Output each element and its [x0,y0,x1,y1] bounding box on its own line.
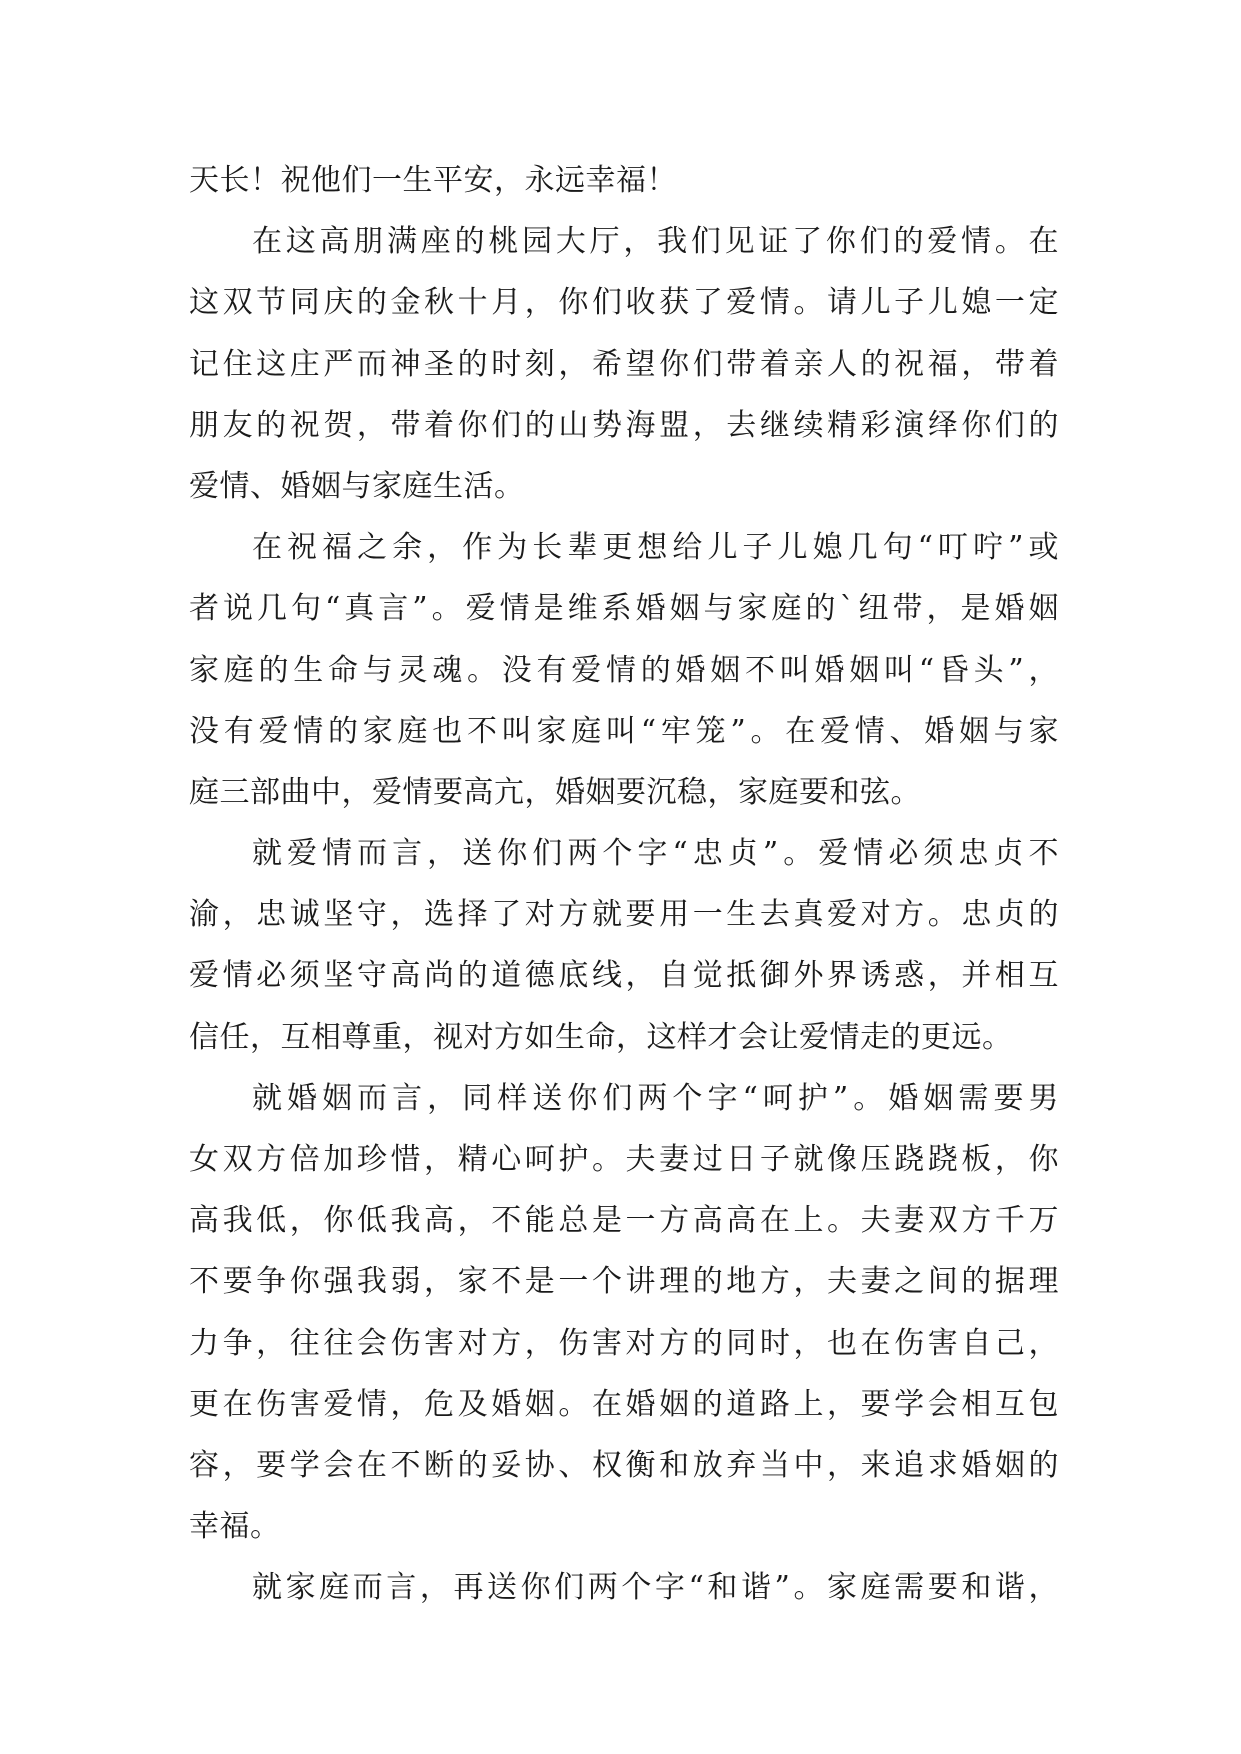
paragraph-first-line: 就家庭而言，再送你们两个字“和谐”。家庭需要和谐， [252,1570,1059,1606]
text-line: 没有爱情的家庭也不叫家庭叫“牢笼”。在爱情、婚姻与家 [189,713,1059,749]
text-line: 高我低，你低我高，不能总是一方高高在上。夫妻双方千万 [189,1203,1059,1239]
paragraph-first-line: 就爱情而言，送你们两个字“忠贞”。爱情必须忠贞不 [252,836,1059,872]
text-line: 者说几句“真言”。爱情是维系婚姻与家庭的`纽带，是婚姻 [189,591,1059,627]
text-line: 爱情必须坚守高尚的道德底线，自觉抵御外界诱惑，并相互 [189,958,1059,994]
paragraph-first-line: 就婚姻而言，同样送你们两个字“呵护”。婚姻需要男 [252,1080,1059,1116]
paragraph-first-line: 在这高朋满座的桃园大厅，我们见证了你们的爱情。在 [252,224,1059,260]
text-line: 女双方倍加珍惜，精心呵护。夫妻过日子就像压跷跷板，你 [189,1142,1059,1177]
text-line: 庭三部曲中，爱情要高亢，婚姻要沉稳，家庭要和弦。 [189,774,921,810]
text-line: 渝，忠诚坚守，选择了对方就要用一生去真爱对方。忠贞的 [189,897,1059,933]
text-line: 家庭的生命与灵魂。没有爱情的婚姻不叫婚姻叫“昏头”， [189,652,1059,688]
text-line: 不要争你强我弱，家不是一个讲理的地方，夫妻之间的据理 [189,1264,1059,1300]
text-line: 容，要学会在不断的妥协、权衡和放弃当中，来追求婚姻的 [189,1447,1059,1483]
text-line: 力争，往往会伤害对方，伤害对方的同时，也在伤害自己， [189,1325,1059,1361]
body-text [189,150,1059,1619]
text-line: 这双节同庆的金秋十月，你们收获了爱情。请儿子儿媳一定 [189,285,1059,321]
text-line: 信任，互相尊重，视对方如生命，这样才会让爱情走的更远。 [189,1019,1013,1055]
text-line: 幸福。 [189,1509,281,1545]
text-line: 更在伤害爱情，危及婚姻。在婚姻的道路上，要学会相互包 [189,1386,1059,1422]
text-line: 朋友的祝贺，带着你们的山势海盟，去继续精彩演绎你们的 [189,407,1059,443]
text-line: 记住这庄严而神圣的时刻，希望你们带着亲人的祝福，带着 [189,346,1059,382]
paragraph-first-line: 在祝福之余，作为长辈更想给儿子儿媳几句“叮咛”或 [252,530,1059,566]
text-line: 爱情、婚姻与家庭生活。 [189,468,525,504]
text-line: 天长！祝他们一生平安，永远幸福！ [189,163,677,198]
